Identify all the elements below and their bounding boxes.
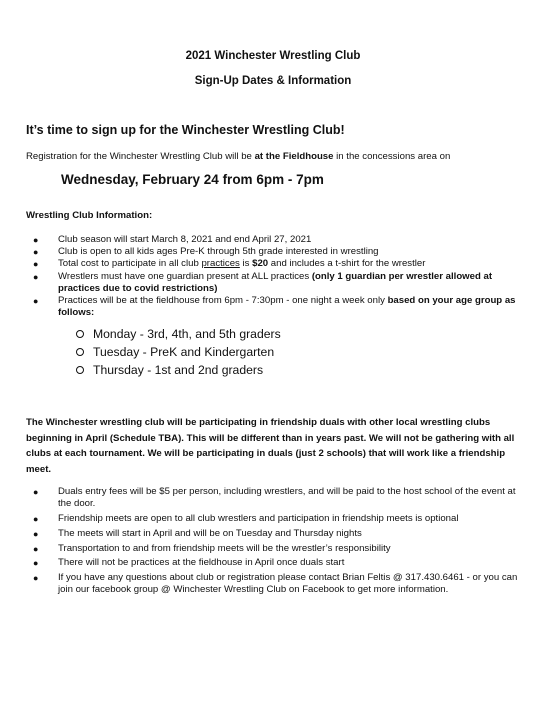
list-item-text: There will not be practices at the fieldhouse in April once duals start <box>58 557 345 569</box>
practices-underlined: practices <box>201 258 240 270</box>
schedule-item <box>76 325 281 343</box>
signup-headline: It’s time to sign up for the Winchester Wrestling Club! <box>26 123 345 137</box>
schedule-item-text: Thursday - 1st and 2nd graders <box>93 363 264 378</box>
list-item-text: Total cost to participate in all club <box>58 258 202 270</box>
list-item <box>26 295 526 319</box>
schedule-item-text: Tuesday - PreK and Kindergarten <box>93 345 275 360</box>
list-item <box>26 234 526 246</box>
bullet-icon: ● <box>33 543 39 554</box>
list-item-text: Club season will start March 8, 2021 and end April 27, 2021 <box>58 234 312 245</box>
registration-line <box>26 151 450 162</box>
list-item-text: If you have any questions about club or registration please contact Brian Feltis @ 317.430.6461 - or you can join our facebook group @ Winchester Wrestling Club on Facebook to get more information. <box>58 572 518 596</box>
list-item <box>26 246 526 258</box>
list-item-text: Friendship meets are open to all club wrestlers and participation in friendship meets is optional <box>58 513 459 524</box>
schedule-item-text: Monday - 3rd, 4th, and 5th graders <box>93 327 281 341</box>
info-bullet-list <box>26 234 526 319</box>
registration-location: at the Fieldhouse <box>254 151 334 162</box>
bullet-icon: ● <box>33 247 39 258</box>
list-item <box>26 528 526 540</box>
schedule-item <box>76 343 281 361</box>
bullet-icon: ● <box>33 528 39 539</box>
guardian-restriction: (only 1 guardian per wrestler allowed at practices due to covid restrictions) <box>58 270 493 294</box>
bullet-icon: ● <box>33 271 39 282</box>
info-heading: Wrestling Club Information: <box>26 210 153 221</box>
list-item-text: Practices will be at the fieldhouse from 6pm - 7:30pm - one night a week only <box>58 295 388 307</box>
list-item-text: and includes a t-shirt for the wrestler <box>268 258 426 270</box>
registration-pre: Registration for the Winchester Wrestling Club will be <box>26 151 255 162</box>
list-item <box>26 258 526 270</box>
bullet-icon: ● <box>33 259 39 270</box>
cost-value: $20 <box>252 258 269 270</box>
bullet-icon: ● <box>33 235 39 245</box>
list-item-text: The meets will start in April and will be on Tuesday and Thursday nights <box>58 527 362 539</box>
registration-post: in the concessions area on <box>333 151 451 162</box>
duals-paragraph: The Winchester wrestling club will be participating in friendship duals with other local wrestling clubs beginning in April (Schedule TBA). This will be different than in years past. We will not be gathering with all clubs at each tournament. We will be participating in duals (just 2 schools) that will work like a friendship meet. <box>26 417 515 475</box>
list-item <box>26 557 526 569</box>
list-item-text: Club is open to all kids ages Pre-K through 5th grade interested in wrestling <box>58 246 379 258</box>
circle-bullet-icon <box>76 348 84 356</box>
schedule-item <box>76 361 281 379</box>
bullet-icon: ● <box>33 558 39 569</box>
bullet-icon: ● <box>33 573 39 584</box>
list-item-text: Transportation to and from friendship meets will be the wrestler’s responsibility <box>58 542 391 554</box>
list-item <box>26 572 526 596</box>
registration-date: Wednesday, February 24 from 6pm - 7pm <box>61 172 324 187</box>
bullet-icon: ● <box>33 514 39 524</box>
list-item <box>26 486 526 510</box>
bullet-icon: ● <box>33 487 39 497</box>
list-item <box>26 271 526 295</box>
document-title: 2021 Winchester Wrestling Club <box>185 50 361 62</box>
circle-bullet-icon <box>76 330 84 338</box>
list-item-text: Wrestlers must have one guardian present at ALL practices <box>58 270 312 282</box>
circle-bullet-icon <box>76 366 84 374</box>
age-group-note: based on your age group as follows: <box>58 295 516 319</box>
list-item <box>26 513 526 525</box>
document-subtitle: Sign-Up Dates & Information <box>194 75 352 87</box>
list-item-text: is <box>239 258 253 270</box>
bullet-icon: ● <box>33 296 39 307</box>
duals-bullet-list <box>26 486 526 599</box>
list-item-text: Duals entry fees will be $5 per person, including wrestlers, and will be paid to the host school of the event at the door. <box>58 486 516 510</box>
list-item <box>26 543 526 555</box>
practice-schedule-list <box>76 325 281 380</box>
